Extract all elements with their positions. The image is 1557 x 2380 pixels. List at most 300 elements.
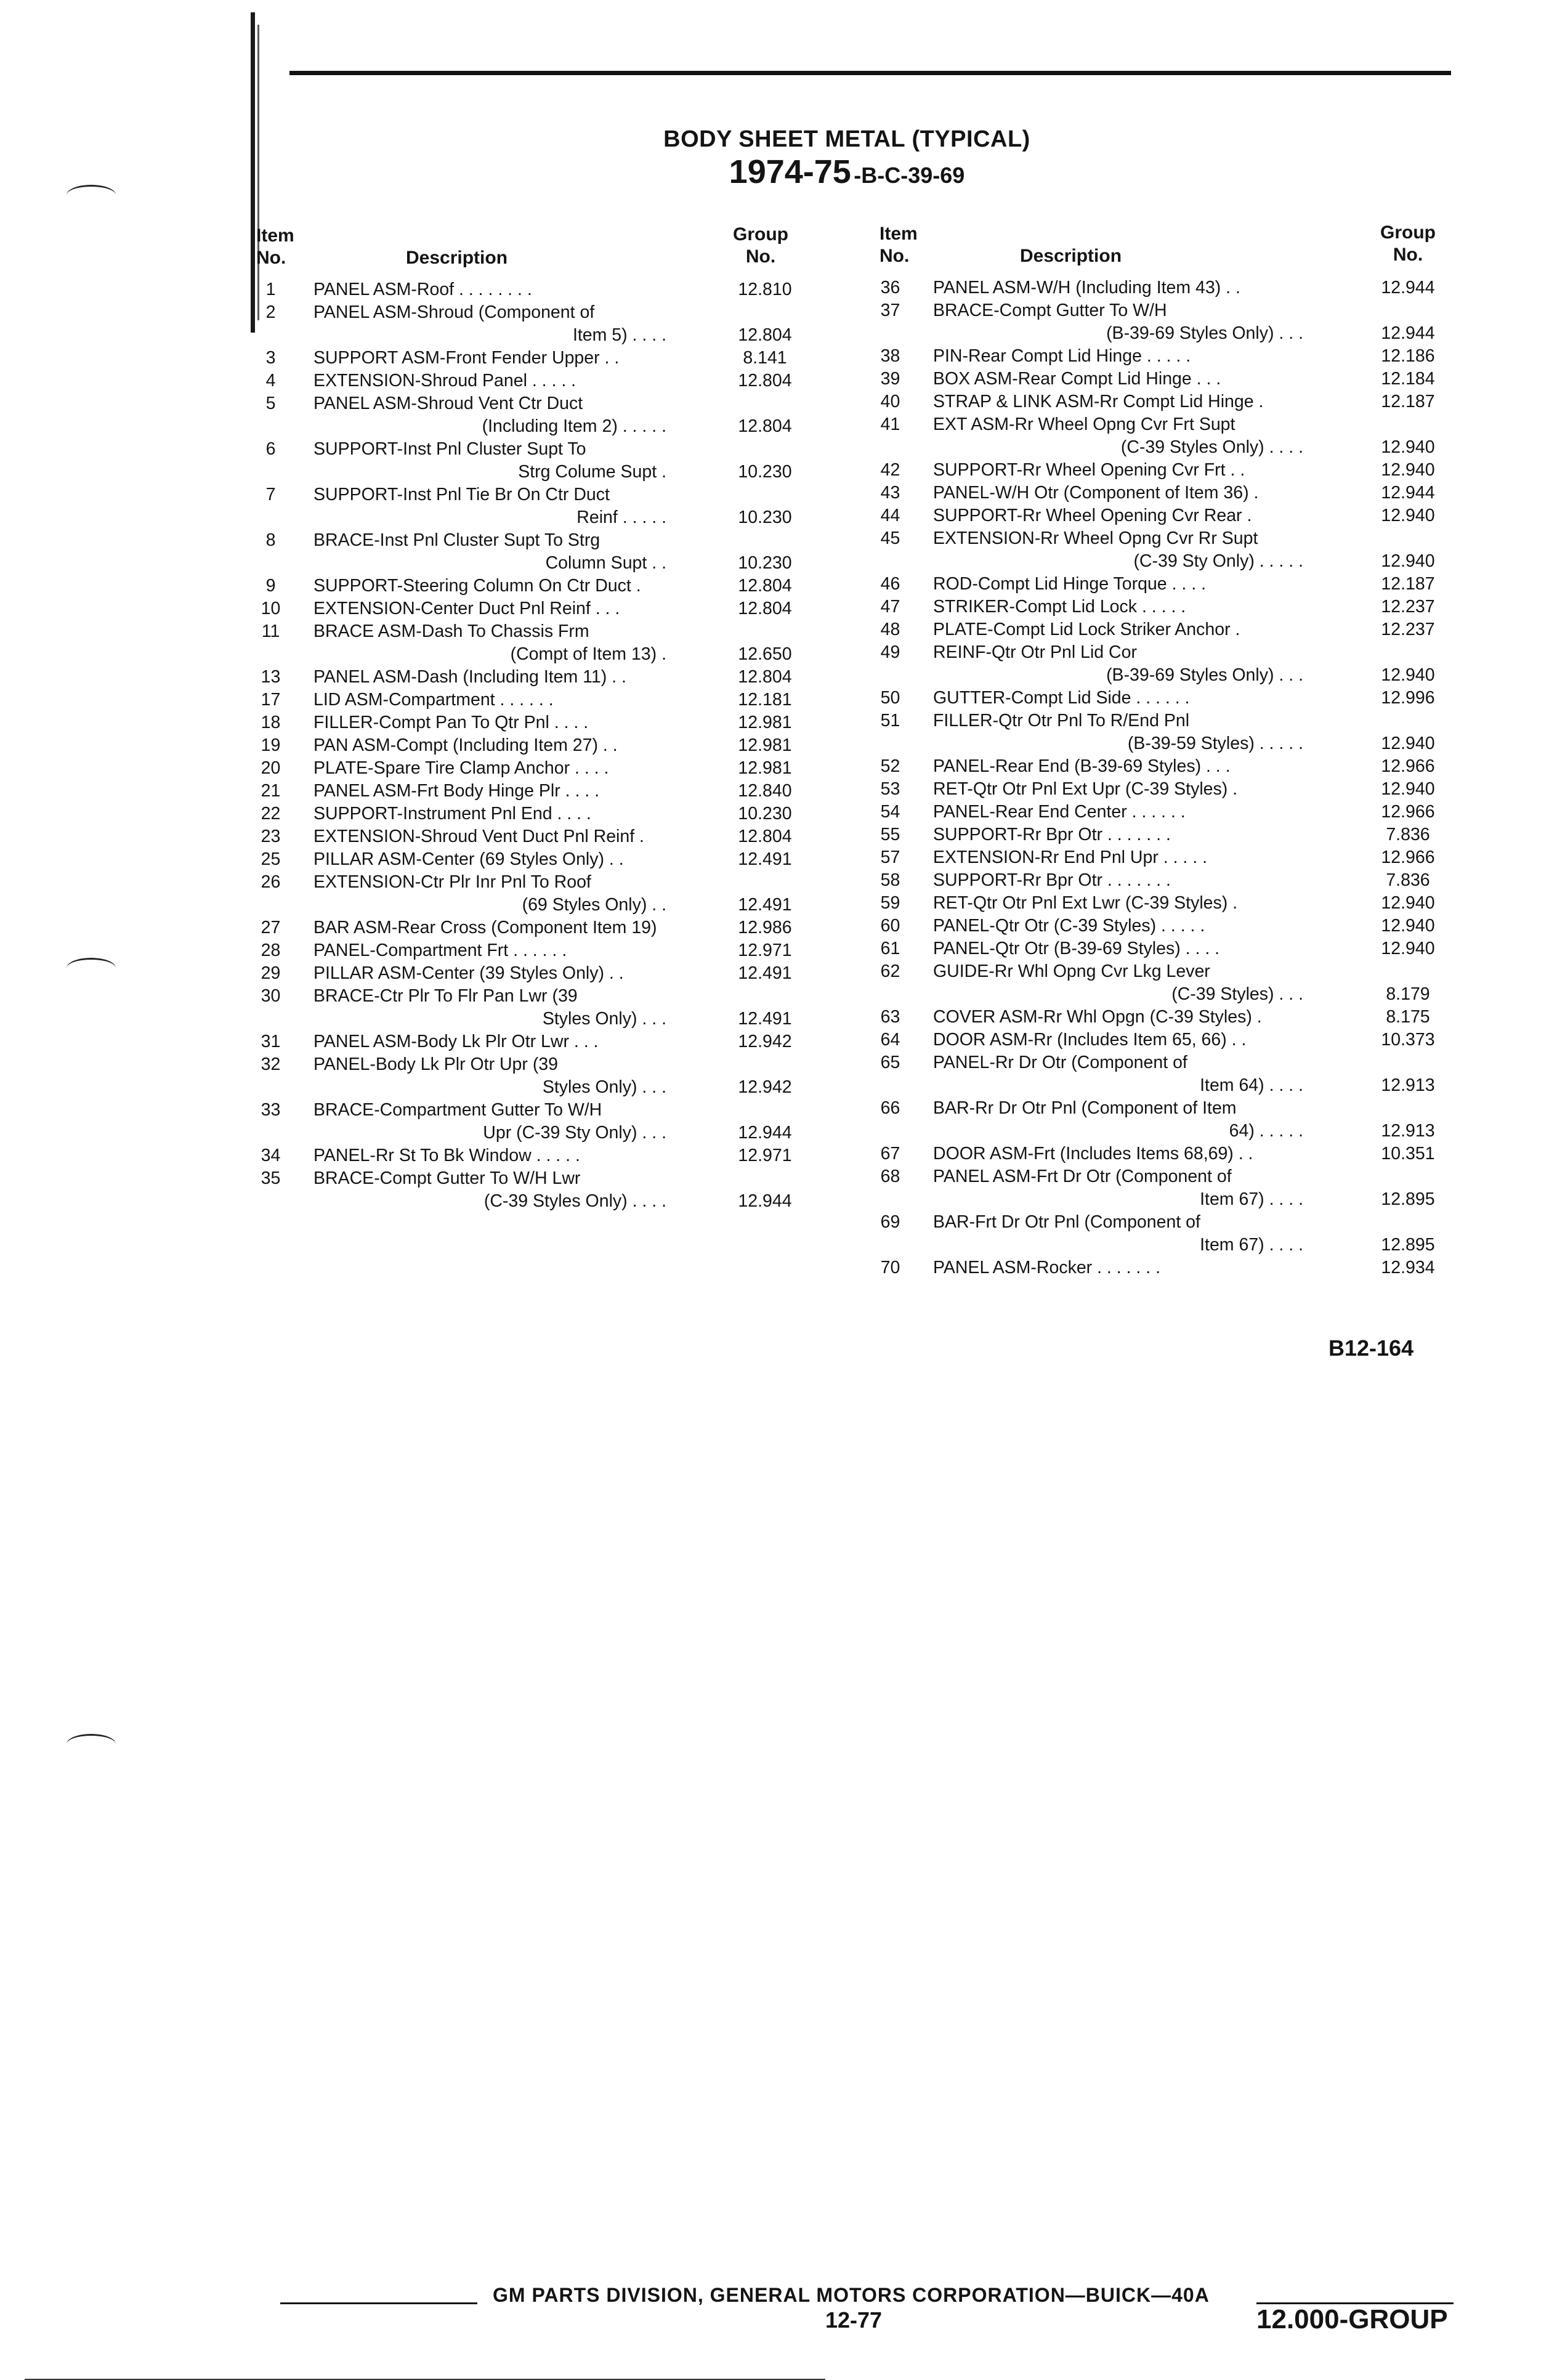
parts-list-right xyxy=(873,277,1451,1279)
item-number: 48 xyxy=(880,620,900,639)
group-number: 7.836 xyxy=(1386,870,1430,890)
description-line: DOOR ASM-Rr (Includes Item 65, 66) . . xyxy=(933,1030,1247,1050)
part-description xyxy=(933,1165,1303,1211)
item-number: 45 xyxy=(880,528,900,548)
part-row xyxy=(873,710,1451,755)
item-number: 42 xyxy=(880,460,900,480)
description-header: Description xyxy=(1020,246,1122,266)
item-no-header: No. xyxy=(256,248,286,268)
part-row xyxy=(873,596,1451,618)
illustration-code: B12-164 xyxy=(1329,1335,1414,1361)
group-number: 12.491 xyxy=(738,895,792,915)
part-row xyxy=(873,824,1451,846)
description-line: FILLER-Compt Pan To Qtr Pnl . . . . xyxy=(313,713,589,732)
group-number: 10.373 xyxy=(1381,1030,1435,1050)
group-number: 12.913 xyxy=(1381,1121,1435,1141)
part-row xyxy=(873,527,1451,573)
part-description xyxy=(933,915,1303,937)
description-continuation: (B-39-69 Styles Only) . . . xyxy=(1106,665,1303,685)
part-row xyxy=(254,939,808,962)
description-line: PANEL ASM-Frt Dr Otr (Component of xyxy=(933,1167,1232,1186)
group-number: 12.981 xyxy=(738,758,792,778)
item-number: 66 xyxy=(880,1098,900,1118)
part-description xyxy=(933,824,1303,846)
item-number: 52 xyxy=(880,756,900,776)
description-line: STRAP & LINK ASM-Rr Compt Lid Hinge . xyxy=(933,392,1264,411)
item-number: 53 xyxy=(880,779,900,799)
description-continuation: (C-39 Styles Only) . . . . xyxy=(1120,437,1303,457)
description-continuation: Item 67) . . . . xyxy=(1200,1235,1303,1255)
group-number: 12.940 xyxy=(1381,506,1435,525)
part-description xyxy=(313,1167,666,1213)
part-row xyxy=(254,780,808,803)
part-description xyxy=(933,937,1303,960)
group-no-header: No. xyxy=(745,246,776,267)
item-number: 11 xyxy=(261,621,280,641)
description-continuation: (C-39 Sty Only) . . . . . xyxy=(1133,551,1303,571)
item-number: 50 xyxy=(880,688,900,708)
group-number: 12.804 xyxy=(738,371,792,391)
description-continuation: (C-39 Styles Only) . . . . xyxy=(483,1191,666,1211)
description-line: PANEL ASM-W/H (Including Item 43) . . xyxy=(933,278,1240,298)
description-line: PANEL-Rear End (B-39-69 Styles) . . . xyxy=(933,756,1231,776)
item-number: 20 xyxy=(261,758,281,778)
group-number: 10.230 xyxy=(738,553,792,573)
item-number: 17 xyxy=(261,690,281,710)
description-line: REINF-Qtr Otr Pnl Lid Cor xyxy=(933,642,1137,662)
item-number: 67 xyxy=(880,1144,900,1164)
item-number: 4 xyxy=(265,371,276,391)
part-row xyxy=(873,869,1451,892)
item-number: 49 xyxy=(880,642,900,662)
part-row xyxy=(873,573,1451,596)
part-row xyxy=(254,1144,808,1167)
description-line: GUTTER-Compt Lid Side . . . . . . xyxy=(933,688,1190,708)
item-number: 63 xyxy=(880,1007,900,1027)
part-row xyxy=(254,1053,808,1099)
item-number: 21 xyxy=(261,781,281,801)
part-row xyxy=(873,368,1451,391)
item-number: 70 xyxy=(880,1258,900,1277)
group-number: 12.942 xyxy=(738,1077,792,1097)
item-number: 6 xyxy=(265,439,276,459)
part-description xyxy=(933,1051,1303,1097)
group-number: 12.940 xyxy=(1381,551,1435,571)
description-line: PANEL ASM-Shroud Vent Ctr Duct xyxy=(313,394,583,413)
description-line: SUPPORT-Rr Wheel Opening Cvr Rear . xyxy=(933,506,1252,525)
part-row xyxy=(254,1099,808,1144)
item-number: 9 xyxy=(265,576,276,596)
group-number: 12.840 xyxy=(738,781,792,801)
description-line: PANEL-Rear End Center . . . . . . xyxy=(933,802,1186,822)
part-row xyxy=(873,1143,1451,1165)
item-number: 41 xyxy=(880,415,900,434)
group-number: 12.237 xyxy=(1381,597,1435,617)
group-number: 12.804 xyxy=(738,576,792,596)
part-row xyxy=(254,347,808,370)
part-description xyxy=(313,711,666,734)
description-continuation: Column Supt . . xyxy=(545,553,666,573)
description-line: PANEL ASM-Dash (Including Item 11) . . xyxy=(313,667,626,687)
description-line: SUPPORT-Steering Column On Ctr Duct . xyxy=(313,576,641,596)
group-number: 12.940 xyxy=(1381,939,1435,958)
parts-column-left xyxy=(254,222,808,1213)
description-line: SUPPORT ASM-Front Fender Upper . . xyxy=(313,348,620,368)
group-number: 12.940 xyxy=(1381,460,1435,480)
group-number: 12.913 xyxy=(1381,1075,1435,1095)
description-line: EXTENSION-Rr End Pnl Upr . . . . . xyxy=(933,848,1208,867)
item-number: 35 xyxy=(261,1168,281,1188)
item-number: 1 xyxy=(265,280,276,299)
description-line: EXTENSION-Rr Wheel Opng Cvr Rr Supt xyxy=(933,528,1258,548)
item-number: 55 xyxy=(880,825,900,844)
item-number: 32 xyxy=(261,1054,281,1074)
group-number: 12.934 xyxy=(1381,1258,1435,1277)
part-description xyxy=(313,1053,666,1099)
part-description xyxy=(933,1257,1303,1279)
description-line: PANEL-Compartment Frt . . . . . . xyxy=(313,941,567,960)
part-description xyxy=(313,484,666,529)
description-continuation: Reinf . . . . . xyxy=(576,508,666,527)
description-line: PANEL-Qtr Otr (B-39-69 Styles) . . . . xyxy=(933,939,1220,958)
page-title: BODY SHEET METAL (TYPICAL) xyxy=(663,126,1030,152)
item-number: 23 xyxy=(261,827,281,846)
item-number: 29 xyxy=(261,963,281,983)
description-continuation: (B-39-59 Styles) . . . . . xyxy=(1127,734,1303,753)
part-description xyxy=(933,573,1303,596)
item-number: 65 xyxy=(880,1053,900,1072)
group-number: 12.944 xyxy=(1381,278,1435,298)
item-header: Item xyxy=(256,225,294,246)
part-description xyxy=(313,620,666,666)
part-row xyxy=(873,846,1451,869)
part-row xyxy=(254,597,808,620)
item-number: 47 xyxy=(880,597,900,617)
description-line: EXTENSION-Shroud Vent Duct Pnl Reinf . xyxy=(313,827,644,846)
part-description xyxy=(313,1099,666,1144)
item-number: 33 xyxy=(261,1100,281,1120)
footer-division: GM PARTS DIVISION, GENERAL MOTORS CORPORATION—BUICK—40A xyxy=(493,2284,1210,2306)
group-number: 12.940 xyxy=(1381,437,1435,457)
item-header: Item xyxy=(880,224,918,244)
description-line: SUPPORT-Inst Pnl Cluster Supt To xyxy=(313,439,586,459)
part-row xyxy=(873,1006,1451,1029)
part-row xyxy=(873,345,1451,368)
top-rule xyxy=(289,71,1451,75)
description-line: BAR-Frt Dr Otr Pnl (Component of xyxy=(933,1212,1200,1232)
part-description xyxy=(313,757,666,780)
description-line: PANEL-W/H Otr (Component of Item 36) . xyxy=(933,483,1259,503)
group-number: 10.230 xyxy=(738,462,792,482)
part-description xyxy=(933,459,1303,482)
item-no-header: No. xyxy=(880,246,910,266)
part-description xyxy=(313,1030,666,1053)
item-number: 61 xyxy=(880,939,900,958)
part-description xyxy=(313,780,666,803)
description-line: STRIKER-Compt Lid Lock . . . . . xyxy=(933,597,1186,617)
description-continuation: Styles Only) . . . xyxy=(542,1077,666,1097)
part-description xyxy=(933,391,1303,413)
item-number: 60 xyxy=(880,916,900,936)
group-number: 8.141 xyxy=(743,348,787,368)
part-description xyxy=(933,413,1303,459)
description-line: PIN-Rear Compt Lid Hinge . . . . . xyxy=(933,346,1191,366)
description-line: PLATE-Spare Tire Clamp Anchor . . . . xyxy=(313,758,609,778)
part-row xyxy=(254,392,808,438)
part-description xyxy=(933,1097,1303,1143)
part-description xyxy=(933,1143,1303,1165)
part-row xyxy=(873,1211,1451,1257)
description-line: EXTENSION-Center Duct Pnl Reinf . . . xyxy=(313,599,620,618)
part-description xyxy=(313,985,666,1030)
part-row xyxy=(254,734,808,757)
group-number: 12.181 xyxy=(738,690,792,710)
group-number: 12.491 xyxy=(738,1009,792,1029)
model-years: 1974-75 xyxy=(729,153,851,190)
description-line: PILLAR ASM-Center (39 Styles Only) . . xyxy=(313,963,624,983)
group-number: 12.187 xyxy=(1381,392,1435,411)
description-continuation: (C-39 Styles) . . . xyxy=(1171,984,1303,1004)
part-description xyxy=(313,917,666,939)
description-line: DOOR ASM-Frt (Includes Items 68,69) . . xyxy=(933,1144,1253,1164)
part-description xyxy=(313,939,666,962)
group-header: Group xyxy=(733,224,788,245)
part-row xyxy=(254,278,808,301)
part-row xyxy=(873,641,1451,687)
description-line: ROD-Compt Lid Hinge Torque . . . . xyxy=(933,574,1206,594)
part-row xyxy=(254,689,808,711)
part-description xyxy=(313,848,666,871)
part-description xyxy=(933,618,1303,641)
item-number: 10 xyxy=(261,599,281,618)
item-number: 8 xyxy=(265,530,276,550)
group-number: 10.351 xyxy=(1381,1144,1435,1164)
item-number: 54 xyxy=(880,802,900,822)
part-row xyxy=(254,301,808,347)
description-line: BRACE ASM-Dash To Chassis Frm xyxy=(313,621,589,641)
part-row xyxy=(254,666,808,689)
item-number: 46 xyxy=(880,574,900,594)
item-number: 59 xyxy=(880,893,900,913)
item-number: 57 xyxy=(880,848,900,867)
item-number: 31 xyxy=(261,1032,281,1051)
group-number: 12.981 xyxy=(738,713,792,732)
part-description xyxy=(313,529,666,575)
description-continuation: Item 64) . . . . xyxy=(1200,1075,1303,1095)
item-number: 58 xyxy=(880,870,900,890)
group-number: 12.184 xyxy=(1381,369,1435,389)
description-line: EXTENSION-Ctr Plr Inr Pnl To Roof xyxy=(313,872,591,892)
part-row xyxy=(254,438,808,484)
group-number: 12.944 xyxy=(738,1191,792,1211)
parts-list-left xyxy=(254,278,808,1213)
group-number: 8.179 xyxy=(1386,984,1430,1004)
description-line: SUPPORT-Rr Bpr Otr . . . . . . . xyxy=(933,870,1171,890)
description-continuation: Styles Only) . . . xyxy=(542,1009,666,1029)
description-continuation: Strg Colume Supt . xyxy=(518,462,666,482)
item-number: 18 xyxy=(261,713,281,732)
hole-punch-mark xyxy=(67,958,116,978)
description-header: Description xyxy=(406,248,508,268)
part-description xyxy=(313,370,666,392)
part-row xyxy=(873,413,1451,459)
description-line: PANEL-Qtr Otr (C-39 Styles) . . . . . xyxy=(933,916,1205,936)
description-line: SUPPORT-Instrument Pnl End . . . . xyxy=(313,804,591,824)
part-row xyxy=(873,778,1451,801)
group-number: 12.940 xyxy=(1381,734,1435,753)
group-number: 12.996 xyxy=(1381,688,1435,708)
group-number: 12.981 xyxy=(738,735,792,755)
part-description xyxy=(933,778,1303,801)
part-row xyxy=(873,1257,1451,1279)
part-row xyxy=(873,960,1451,1006)
description-line: PANEL ASM-Roof . . . . . . . . xyxy=(313,280,532,299)
item-number: 5 xyxy=(265,394,276,413)
part-row xyxy=(254,529,808,575)
part-description xyxy=(933,801,1303,824)
group-no-header: No. xyxy=(1393,245,1423,265)
part-row xyxy=(873,915,1451,937)
part-description xyxy=(313,575,666,597)
part-row xyxy=(254,1030,808,1053)
description-line: BOX ASM-Rear Compt Lid Hinge . . . xyxy=(933,369,1221,389)
item-number: 27 xyxy=(261,918,281,937)
description-line: BRACE-Ctr Plr To Flr Pan Lwr (39 xyxy=(313,986,578,1006)
description-continuation: Upr (C-39 Sty Only) . . . xyxy=(483,1123,666,1143)
part-row xyxy=(873,801,1451,824)
description-line: FILLER-Qtr Otr Pnl To R/End Pnl xyxy=(933,711,1190,731)
part-row xyxy=(254,711,808,734)
description-continuation: (B-39-69 Styles Only) . . . xyxy=(1106,323,1303,343)
group-number: 12.940 xyxy=(1381,779,1435,799)
part-row xyxy=(254,962,808,985)
item-number: 28 xyxy=(261,941,281,960)
column-header xyxy=(873,220,1451,277)
description-line: PILLAR ASM-Center (69 Styles Only) . . xyxy=(313,849,624,869)
item-number: 51 xyxy=(880,711,900,731)
group-number: 12.944 xyxy=(738,1123,792,1143)
group-number: 12.187 xyxy=(1381,574,1435,594)
part-row xyxy=(254,1167,808,1213)
part-row xyxy=(254,575,808,597)
description-line: SUPPORT-Rr Wheel Opening Cvr Frt . . xyxy=(933,460,1245,480)
item-number: 2 xyxy=(265,302,276,322)
part-description xyxy=(933,1211,1303,1257)
model-styles: -B-C-39-69 xyxy=(854,163,965,188)
group-number: 12.237 xyxy=(1381,620,1435,639)
part-description xyxy=(933,299,1303,345)
description-line: SUPPORT-Rr Bpr Otr . . . . . . . xyxy=(933,825,1171,844)
description-line: PANEL-Body Lk Plr Otr Upr (39 xyxy=(313,1054,559,1074)
item-number: 37 xyxy=(880,301,900,320)
description-line: SUPPORT-Inst Pnl Tie Br On Ctr Duct xyxy=(313,485,610,504)
part-row xyxy=(254,871,808,917)
description-line: EXTENSION-Shroud Panel . . . . . xyxy=(313,371,576,391)
part-description xyxy=(933,277,1303,299)
part-description xyxy=(933,527,1303,573)
description-line: BAR ASM-Rear Cross (Component Item 19) xyxy=(313,918,657,937)
item-number: 25 xyxy=(261,849,281,869)
group-number: 12.895 xyxy=(1381,1189,1435,1209)
part-description xyxy=(933,869,1303,892)
part-description xyxy=(933,1029,1303,1051)
part-row xyxy=(254,370,808,392)
part-description xyxy=(933,687,1303,710)
description-line: EXT ASM-Rr Wheel Opng Cvr Frt Supt xyxy=(933,415,1235,434)
description-continuation: (Including Item 2) . . . . . xyxy=(482,416,666,436)
group-header: Group xyxy=(1380,222,1436,243)
description-continuation: 64) . . . . . xyxy=(1229,1121,1303,1141)
part-row xyxy=(873,618,1451,641)
description-line: LID ASM-Compartment . . . . . . xyxy=(313,690,554,710)
group-number: 10.230 xyxy=(738,508,792,527)
item-number: 26 xyxy=(261,872,281,892)
part-row xyxy=(254,848,808,871)
part-description xyxy=(933,596,1303,618)
part-description xyxy=(933,482,1303,504)
description-line: PANEL ASM-Rocker . . . . . . . xyxy=(933,1258,1161,1277)
part-row xyxy=(254,825,808,848)
group-number: 12.804 xyxy=(738,599,792,618)
item-number: 40 xyxy=(880,392,900,411)
description-line: GUIDE-Rr Whl Opng Cvr Lkg Lever xyxy=(933,961,1210,981)
part-description xyxy=(313,597,666,620)
item-number: 34 xyxy=(261,1146,281,1165)
description-line: BRACE-Compt Gutter To W/H xyxy=(933,301,1167,320)
item-number: 68 xyxy=(880,1167,900,1186)
description-continuation: (Compt of Item 13) . xyxy=(510,644,666,664)
item-number: 69 xyxy=(880,1212,900,1232)
description-line: PANEL ASM-Shroud (Component of xyxy=(313,302,595,322)
item-number: 19 xyxy=(261,735,281,755)
part-row xyxy=(873,687,1451,710)
part-row xyxy=(254,917,808,939)
part-row xyxy=(873,892,1451,915)
part-row xyxy=(873,504,1451,527)
part-description xyxy=(313,962,666,985)
page-number: 12-77 xyxy=(825,2307,883,2333)
part-row xyxy=(873,277,1451,299)
group-number: 12.491 xyxy=(738,963,792,983)
part-description xyxy=(933,755,1303,778)
description-line: BRACE-Inst Pnl Cluster Supt To Strg xyxy=(313,530,601,550)
group-number: 12.810 xyxy=(738,280,792,299)
part-description xyxy=(933,892,1303,915)
part-row xyxy=(873,937,1451,960)
part-row xyxy=(254,757,808,780)
description-line: PANEL-Rr Dr Otr (Component of xyxy=(933,1053,1187,1072)
description-line: BRACE-Compt Gutter To W/H Lwr xyxy=(313,1168,581,1188)
part-description xyxy=(313,734,666,757)
part-description xyxy=(313,278,666,301)
part-row xyxy=(873,1029,1451,1051)
group-number: 12.804 xyxy=(738,667,792,687)
description-line: PAN ASM-Compt (Including Item 27) . . xyxy=(313,735,618,755)
item-number: 44 xyxy=(880,506,900,525)
part-description xyxy=(933,368,1303,391)
description-line: PANEL ASM-Body Lk Plr Otr Lwr . . . xyxy=(313,1032,599,1051)
item-number: 43 xyxy=(880,483,900,503)
description-continuation: Item 67) . . . . xyxy=(1200,1189,1303,1209)
part-description xyxy=(933,710,1303,755)
part-description xyxy=(313,1144,666,1167)
item-number: 64 xyxy=(880,1030,900,1050)
parts-column-right xyxy=(873,220,1451,1279)
description-continuation: Item 5) . . . . xyxy=(572,325,666,345)
column-header xyxy=(254,222,808,278)
description-line: BAR-Rr Dr Otr Pnl (Component of Item xyxy=(933,1098,1237,1118)
part-description xyxy=(933,641,1303,687)
